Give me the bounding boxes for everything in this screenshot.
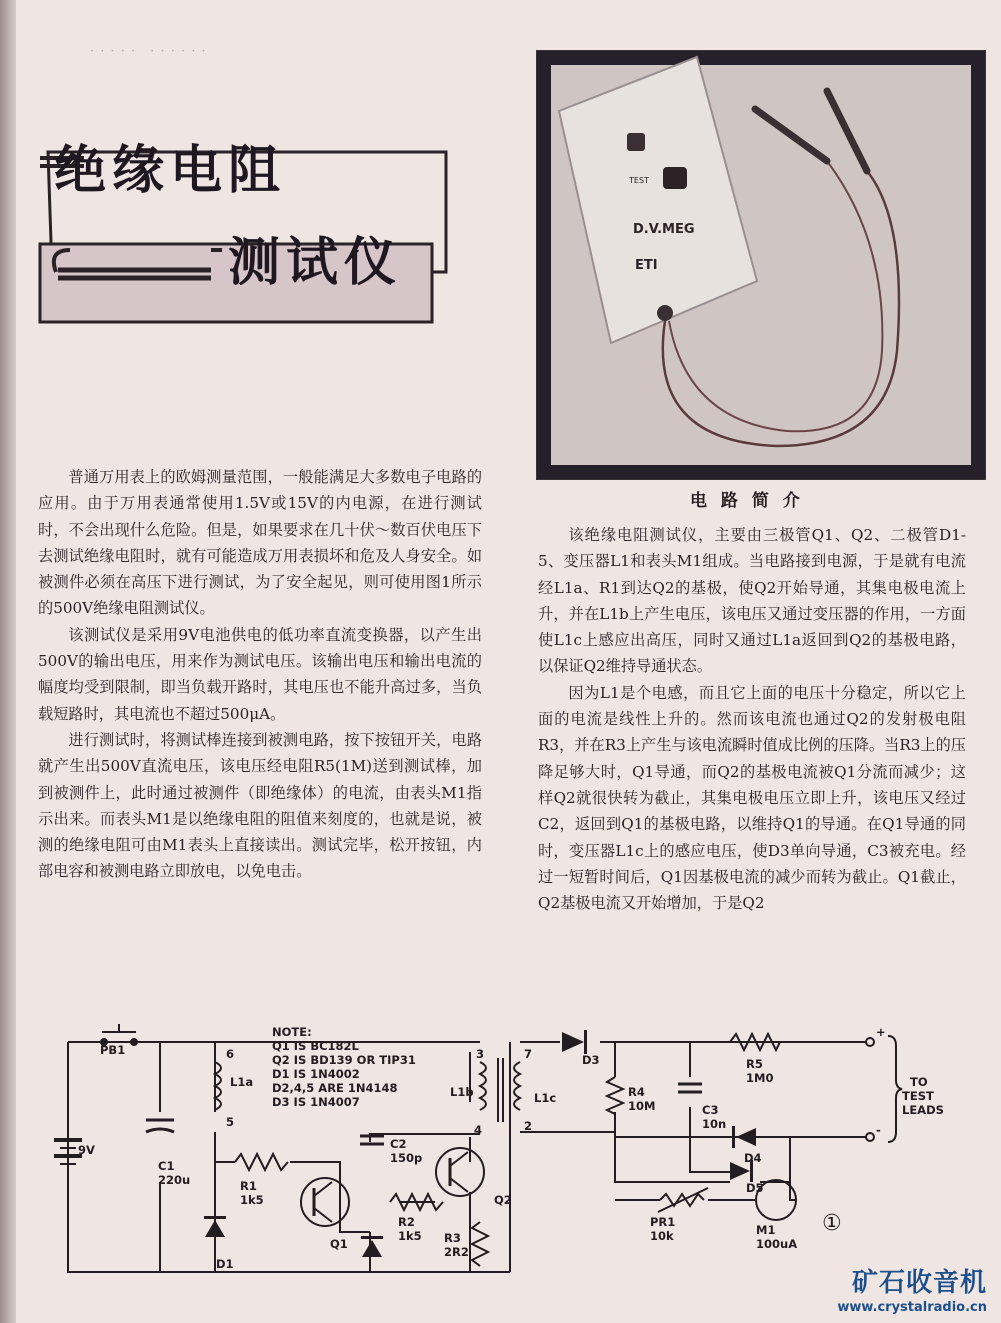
label-l1c: L1c — [534, 1091, 557, 1105]
label-d3: D3 — [582, 1053, 600, 1067]
paragraph: 进行测试时，将测试棒连接到被测电路，按下按钮开关，电路就产生出500V直流电压，该电压经电阻R5(1M)送到测试棒，加到被测件上，此时通过被测件（即绝缘体）的电流，由表头M1指示出来。而表头M1是以绝缘电阻的阻值来刻度的，也就是说，被测的绝缘电阻可由M1表头上直接读出。测试完毕，松开按钮，内部电容和被测电路立即放电，以免电击。 — [38, 730, 482, 881]
label-pin4: 4 — [474, 1123, 483, 1137]
label-pr1-value: 10k — [650, 1229, 674, 1243]
label-d1: D1 — [216, 1257, 234, 1271]
label-minus: - — [876, 1123, 881, 1137]
label-d5: D5 — [746, 1181, 764, 1195]
diode-d2 — [361, 1236, 383, 1257]
product-photo — [536, 50, 986, 480]
right-text-column — [538, 522, 966, 916]
note-line: NOTE: — [272, 1025, 312, 1039]
resistor-r4 — [607, 1077, 623, 1114]
resistor-r1 — [235, 1154, 288, 1170]
transistor-q2 — [436, 1148, 484, 1196]
label-to: TO — [910, 1075, 928, 1089]
label-r2-value: 1k5 — [398, 1229, 422, 1243]
label-pin3: 3 — [476, 1047, 485, 1061]
label-c1-value: 220u — [158, 1173, 191, 1187]
label-r1-value: 1k5 — [240, 1193, 264, 1207]
label-leads: LEADS — [902, 1103, 944, 1117]
capacitor-c2 — [360, 1136, 384, 1144]
potentiometer-pr1 — [658, 1188, 708, 1212]
label-r1: R1 — [240, 1179, 257, 1193]
label-d4: D4 — [744, 1151, 762, 1165]
label-c2: C2 — [390, 1137, 407, 1151]
section-heading: 电 路 简 介 — [690, 491, 804, 511]
label-m1-value: 100uA — [756, 1237, 798, 1251]
label-pr1: PR1 — [650, 1215, 676, 1229]
label-m1: M1 — [756, 1223, 776, 1237]
label-pin6: 6 — [226, 1047, 235, 1061]
label-r4: R4 — [628, 1085, 645, 1099]
label-l1b: L1b — [450, 1085, 474, 1099]
label-l1a: L1a — [230, 1075, 254, 1089]
resistor-r2 — [390, 1194, 443, 1210]
figure-number: ① — [822, 1211, 842, 1236]
label-c2-value: 150p — [390, 1151, 423, 1165]
paragraph: 该绝缘电阻测试仪，主要由三极管Q1、Q2、二极管D1-5、变压器L1和表头M1组成。当电路接到电源，于是就有电流经L1a、R1到达Q2的基极，使Q2开始导通，其集电极电流上升，并在L1b上产生电压，该电压又通过变压器的作用，一方面使L1c上感应出高压，同时又通过L1a返回到Q2的基极电路，以保证Q2维持导通状态。 — [538, 526, 966, 676]
label-pin5: 5 — [226, 1115, 235, 1129]
capacitor-c1 — [146, 1120, 174, 1132]
label-pin7: 7 — [524, 1047, 533, 1061]
test-terminal-plus — [866, 1038, 874, 1046]
label-r2: R2 — [398, 1215, 415, 1229]
label-pin2: 2 — [524, 1119, 533, 1133]
note-line: D3 IS 1N4007 — [272, 1095, 360, 1109]
paragraph: 因为L1是个电感，而且它上面的电压十分稳定，所以它上面的电流是线性上升的。然而该电流也通过Q2的发射极电阻R3，并在R3上产生与该电流瞬时值成比例的压降。当R3上的压降足够大时，Q1导通，而Q2的基极电流被Q1分流而减少；这样Q2就很快转为截止，其集电极电压立即上升，该电压又经过C2，返回到Q1的基极电路，以维持Q1的导通。在Q1导通的同时，变压器L1c上的感应电压，使D3单向导通，C3被充电。经过一短暂时间后，Q1因基极电流的减少而转为截止。Q1截止，Q2基极电流又开始增加，于是Q2 — [538, 683, 966, 913]
capacitor-c3 — [678, 1084, 702, 1092]
label-test: TEST — [902, 1089, 934, 1103]
note-line: D1 IS 1N4002 — [272, 1067, 360, 1081]
inductor-l1c — [514, 1062, 520, 1110]
label-r5-value: 1M0 — [746, 1071, 774, 1085]
label-pb1: PB1 — [100, 1043, 126, 1057]
pushbutton — [663, 167, 687, 189]
label-battery: 9V — [78, 1143, 95, 1157]
resistor-r3 — [472, 1222, 488, 1266]
note-line: Q2 IS BD139 OR TIP31 — [272, 1053, 416, 1067]
test-terminal-minus — [866, 1133, 874, 1141]
label-r4-value: 10M — [628, 1099, 656, 1113]
label-r3: R3 — [444, 1231, 461, 1245]
label-c1: C1 — [158, 1159, 175, 1173]
show-through-text: · · · · · · · · · · · — [90, 44, 207, 59]
inductor-l1b — [480, 1062, 486, 1110]
note-line: D2,4,5 ARE 1N4148 — [272, 1081, 398, 1095]
lead-connector — [657, 305, 673, 321]
note-line: Q1 IS BC182L — [272, 1039, 359, 1053]
watermark-logo: 矿石收音机 — [851, 1268, 987, 1298]
label-q1: Q1 — [330, 1237, 348, 1251]
article-title-line1: 绝缘电阻 — [54, 141, 287, 201]
component-note — [272, 1025, 416, 1109]
left-text-column — [38, 464, 482, 885]
panel-label-brand: D.V.MEG — [633, 222, 695, 237]
label-c3: C3 — [702, 1103, 719, 1117]
panel-label-maker: ETI — [635, 258, 658, 273]
test-leads-brace — [888, 1036, 902, 1142]
watermark-url: www.crystalradio.cn — [837, 1300, 987, 1315]
schematic-wiring — [615, 1182, 796, 1200]
binding-gutter — [0, 0, 16, 1323]
transistor-q1 — [301, 1178, 349, 1226]
circuit-schematic — [40, 1022, 995, 1292]
label-q2: Q2 — [494, 1193, 512, 1207]
paragraph: 普通万用表上的欧姆测量范围，一般能满足大多数电子电路的应用。由于万用表通常使用1.5V或15V的内电源，在进行测试时，不会出现什么危险。但是，如果要求在几十伏～数百伏电压下去测试绝缘电阻时，就有可能造成万用表损坏和危及人身安全。如被测件必须在高压下进行测试，为了安全起见，则可使用图1所示的500V绝缘电阻测试仪。 — [38, 468, 482, 618]
label-plus: + — [876, 1025, 886, 1039]
panel-label-test: TEST — [629, 176, 649, 185]
article-title-line2: 测试仪 — [228, 233, 403, 293]
label-r5: R5 — [746, 1057, 763, 1071]
paragraph: 该测试仪是采用9V电池供电的低功率直流变换器，以产生出500V的输出电压，用来作为测试电压。该输出电压和输出电流的幅度均受到限制，即当负载开路时，其电压也不能升高过多，当负载短路时，其电流也不超过500μA。 — [38, 625, 482, 723]
label-c3-value: 10n — [702, 1117, 727, 1131]
diode-d3 — [562, 1030, 587, 1054]
test-button — [627, 133, 645, 151]
label-r3-value: 2R2 — [444, 1245, 469, 1259]
